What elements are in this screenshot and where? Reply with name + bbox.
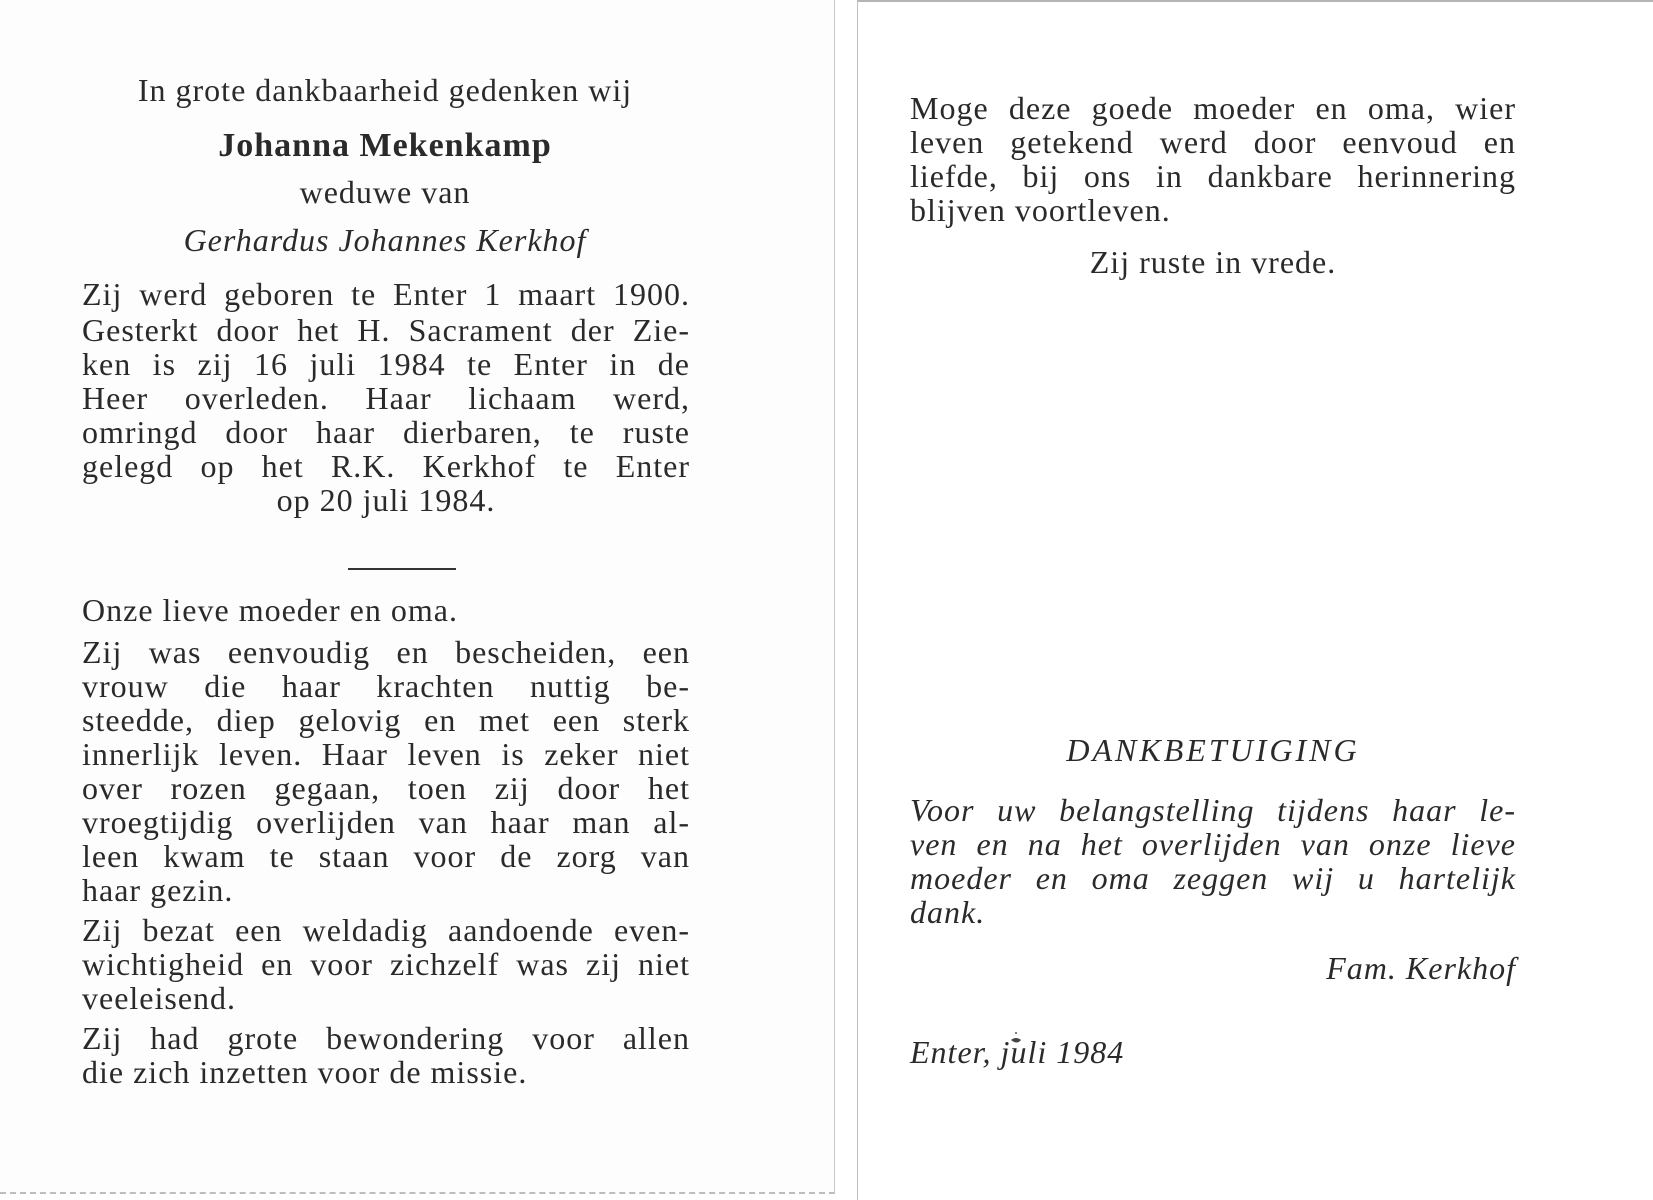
prayer-line: Moge deze goede moeder en oma, wier <box>910 90 1516 126</box>
prayer-line: leven getekend werd door eenvoud en <box>910 124 1516 160</box>
tribute-opening: Onze lieve moeder en oma. <box>82 592 458 628</box>
tribute-line: Zij had grote bewondering voor allen <box>82 1020 690 1056</box>
prayer-line-last: blijven voortleven. <box>910 192 1171 228</box>
tribute-line: steedde, diep gelovig en met een sterk <box>82 702 690 738</box>
bio-line: Zij werd geboren te Enter 1 maart 1900. <box>82 276 690 312</box>
tribute-line: Zij was eenvoudig en bescheiden, een <box>82 634 690 670</box>
thanks-line: ven en na het overlijden van onze lieve <box>910 826 1516 862</box>
bio-line: Heer overleden. Haar lichaam werd, <box>82 380 690 416</box>
tribute-line-last: die zich inzetten voor de missie. <box>82 1054 528 1090</box>
tribute-line: wichtigheid en voor zichzelf was zij niet <box>82 946 690 982</box>
intro-line: In grote dankbaarheid gedenken wij <box>137 72 633 108</box>
thanks-heading: DANKBETUIGING <box>1066 732 1360 768</box>
tribute-line-last: haar gezin. <box>82 872 234 908</box>
thanks-line: moeder en oma zeggen wij u hartelijk <box>910 860 1516 896</box>
tribute-line: vrouw die haar krachten nuttig be- <box>82 668 690 704</box>
bio-line: ken is zij 16 juli 1984 te Enter in de <box>82 346 690 382</box>
rest-in-peace: Zij ruste in vrede. <box>1089 244 1337 280</box>
family-signature: Fam. Kerkhof <box>1326 950 1516 986</box>
tribute-line: vroegtijdig overlijden van haar man al- <box>82 804 690 840</box>
thanks-line-last: dank. <box>910 894 986 930</box>
place-date: Enter, juli 1984 <box>910 1034 1125 1070</box>
card-gutter <box>835 0 857 1200</box>
bio-line-last: op 20 juli 1984. <box>276 482 496 518</box>
bio-line: omringd door haar dierbaren, te ruste <box>82 414 690 450</box>
tribute-line: Zij bezat een weldadig aandoende even- <box>82 912 690 948</box>
tribute-line: over rozen gegaan, toen zij door het <box>82 770 690 806</box>
section-divider <box>348 568 456 570</box>
prayer-line: liefde, bij ons in dankbare herinnering <box>910 158 1516 194</box>
tribute-line: innerlijk leven. Haar leven is zeker niet <box>82 736 690 772</box>
bio-line: gelegd op het R.K. Kerkhof te Enter <box>82 448 690 484</box>
tribute-line: leen kwam te staan voor de zorg van <box>82 838 690 874</box>
thanks-line: Voor uw belangstelling tijdens haar le- <box>910 792 1516 828</box>
tribute-line-last: veeleisend. <box>82 980 237 1016</box>
deceased-name: Johanna Mekenkamp <box>218 127 552 164</box>
husband-name: Gerhardus Johannes Kerkhof <box>183 222 587 258</box>
bio-line: Gesterkt door het H. Sacrament der Zie- <box>82 312 690 348</box>
widow-of-line: weduwe van <box>299 174 471 210</box>
